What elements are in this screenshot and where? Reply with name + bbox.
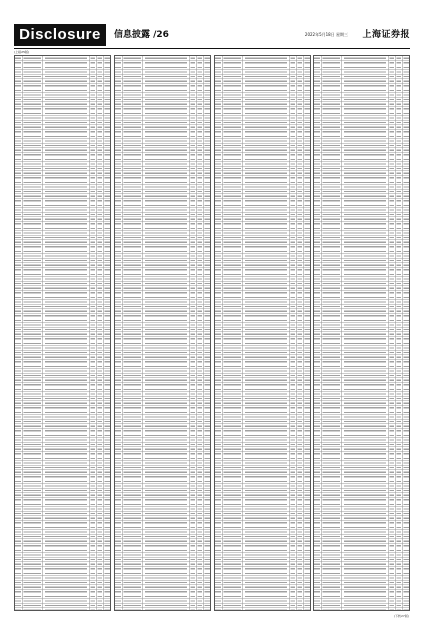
fund-table-columns [14,55,410,611]
page-header [14,24,410,46]
table-rows [215,56,310,610]
disclosure-masthead: Disclosure [14,24,106,46]
newspaper-logo: 上海证券报 [362,30,410,40]
table-column-2 [114,55,211,611]
issue-date: 2022年5月18日 星期三 [304,32,348,37]
table-rows [314,56,409,610]
table-column-4 [313,55,410,611]
header-divider [14,48,410,49]
continued-from-label: (上接25版) [14,50,30,54]
section-title: 信息披露 /26 [114,30,169,40]
continued-on-marker: (下转27版) [393,614,409,618]
table-rows [15,56,110,610]
table-column-3 [214,55,311,611]
table-rows [115,56,210,610]
table-column-1 [14,55,111,611]
